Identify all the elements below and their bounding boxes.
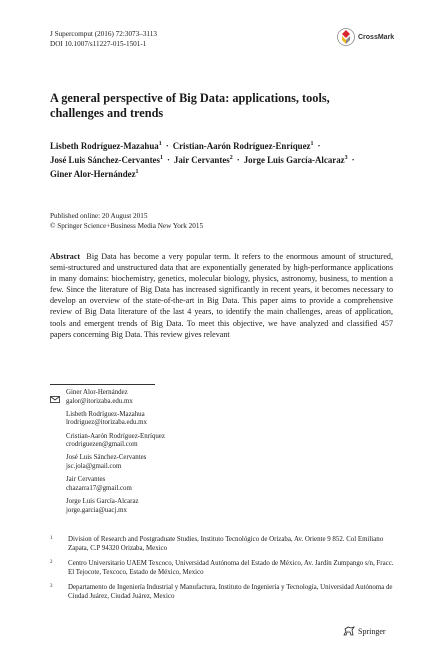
author-separator: · [317,140,321,151]
affiliation-text: Departamento de Ingeniería Industrial y Manufactura, Instituto de Ingeniería y Tecnología, Universidad Autónoma de Ciudad Juárez, Ciudad Juárez, Mexico [68,583,393,600]
affiliation-entry [50,560,395,578]
affiliation-number: 3 [50,583,53,589]
affiliation-number: 1 [50,536,53,541]
crossmark-icon [337,28,355,46]
journal-citation [50,30,157,49]
abstract-label: Abstract [50,252,81,261]
author-separator: · [165,140,169,151]
author-affiliation-mark: 1 [158,141,162,147]
contact-name: Lisbeth Rodríguez-Mazahua [66,410,145,418]
contact-entry [66,454,165,471]
contact-entry [66,411,165,428]
author-name[interactable]: Giner Alor-Hernández [50,169,136,180]
published-date: Published online: 20 August 2015 [50,212,148,220]
affiliation-entry [50,536,395,554]
crossmark-label: CrossMark [358,33,395,41]
springer-label: Springer [358,626,386,636]
affiliation-list [50,536,395,607]
crossmark-badge[interactable] [337,28,394,46]
contact-name: Giner Alor-Hernández [66,389,128,396]
contact-entry [66,389,165,406]
publication-info [50,211,203,231]
affiliation-text: Division of Research and Postgraduate Studies, Instituto Tecnológico de Orizaba, Av. Oriente 9 852. Col Emiliano Zapata, C.P 94320 Orizaba, Mexico [68,536,384,552]
affiliation-entry [50,584,395,602]
author-separator: · [351,155,355,166]
contact-email[interactable]: jsc.jola@gmail.com [66,462,122,470]
footnote-rule [50,384,155,385]
affiliation-number: 2 [50,559,53,565]
author-separator: · [236,155,240,166]
contact-entry [66,498,165,515]
author-name[interactable]: Lisbeth Rodríguez-Mazahua [50,140,159,151]
doi-line: DOI 10.1007/s11227-015-1501-1 [50,39,147,48]
contact-email[interactable]: jorge.garcia@uacj.mx [66,506,127,514]
author-separator: · [166,155,170,166]
abstract-text: Big Data has become a very popular term. It refers to the enormous amount of structured, semi-structured and unstructured data that are exponentially generated by high-performance applications in many domains: biochemistry, genetics, molecular biology, physics, astronomy, business, to mention a few. Since the literature of Big Data has increased significantly in recent years, it becomes necessary to develop an overview of the state-of-the-art in Big Data. This paper aims to provide a comprehensive review of Big Data literature of the last 4 years, to identify the main challenges, areas of application, tools and emergent trends of Big Data. To meet this objective, we have analyzed and classified 457 papers concerning Big Data. This review gives relevant [50,252,393,339]
springer-logo [343,626,386,636]
author-affiliation-mark: 1 [159,155,163,162]
contact-list [66,389,165,520]
author-name[interactable]: José Luis Sánchez-Cervantes [50,155,160,166]
springer-horse-icon [343,626,355,636]
paper-title: A general perspective of Big Data: applications, tools, challenges and trends [50,91,330,120]
contact-name: Jair Cervantes [66,476,106,484]
contact-name: Jorge Luis García-Alcaraz [66,497,139,505]
author-list [50,138,400,181]
author-affiliation-mark: 3 [344,155,348,162]
envelope-icon [50,390,60,408]
contact-entry [66,476,165,493]
journal-line: J Supercomput (2016) 72:3073–3113 [50,30,157,38]
author-name[interactable]: Jair Cervantes [173,155,230,166]
author-affiliation-mark: 1 [135,169,139,176]
author-affiliation-mark: 1 [310,141,314,147]
contact-email[interactable]: galor@itorizaba.edu.mx [66,397,133,405]
author-affiliation-mark: 2 [229,155,233,162]
author-name[interactable]: Jorge Luis García-Alcaraz [243,155,345,166]
author-name[interactable]: Cristian-Aarón Rodríguez-Enríquez [172,140,311,151]
affiliation-text: Centro Universitario UAEM Texcoco, Universidad Autónoma del Estado de México, Av. Jardín Zumpango s/n, Fracc. El Tejocote, Texcoco, Estado de México, Mexico [68,559,394,576]
contact-name: Cristian-Aarón Rodríguez-Enríquez [66,432,165,440]
contact-email[interactable]: crodriguezen@gmail.com [66,441,138,449]
abstract [50,251,393,340]
contact-entry [66,433,165,450]
copyright: © Springer Science+Business Media New York 2015 [50,222,204,230]
contact-email[interactable]: lrodriguez@itorizaba.edu.mx [66,419,147,427]
contact-name: José Luis Sánchez-Cervantes [66,454,147,462]
contact-email[interactable]: chazarra17@gmail.com [66,484,132,492]
